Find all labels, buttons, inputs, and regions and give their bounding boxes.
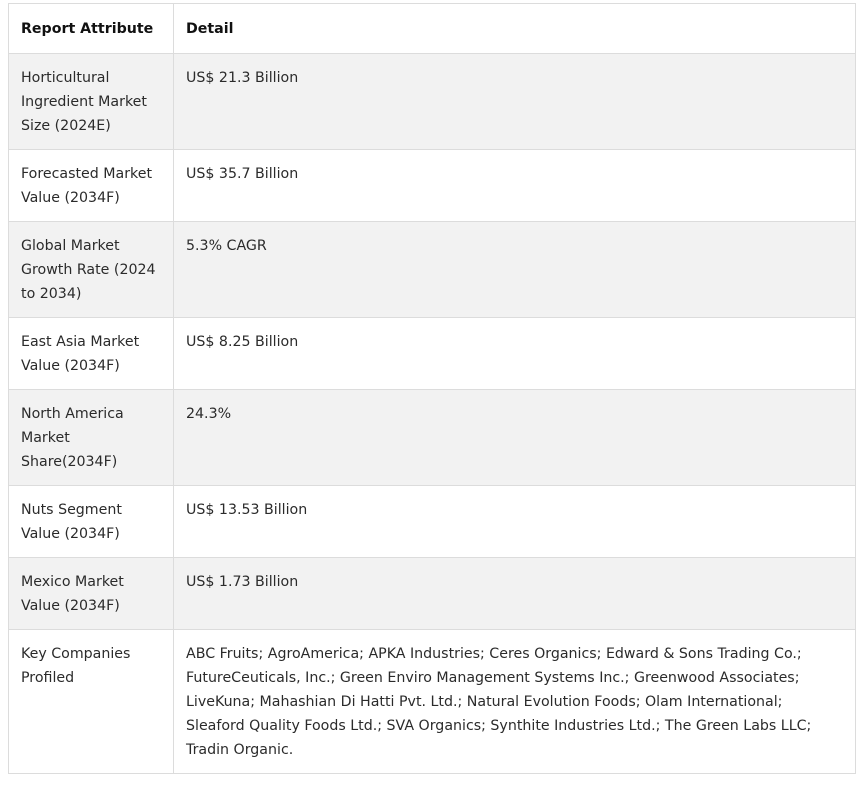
detail-cell: US$ 21.3 Billion bbox=[174, 54, 856, 150]
column-header-attribute: Report Attribute bbox=[9, 4, 174, 54]
attribute-cell: Horticultural Ingredient Market Size (2024E) bbox=[9, 54, 174, 150]
detail-cell: US$ 35.7 Billion bbox=[174, 150, 856, 222]
detail-cell: US$ 8.25 Billion bbox=[174, 318, 856, 390]
attribute-cell: Key Companies Profiled bbox=[9, 630, 174, 774]
report-attributes-table bbox=[8, 3, 856, 774]
attribute-cell: Forecasted Market Value (2034F) bbox=[9, 150, 174, 222]
attribute-cell: Nuts Segment Value (2034F) bbox=[9, 486, 174, 558]
table-row bbox=[9, 486, 856, 558]
table-row bbox=[9, 630, 856, 774]
table-row bbox=[9, 150, 856, 222]
detail-cell: US$ 1.73 Billion bbox=[174, 558, 856, 630]
table-row bbox=[9, 558, 856, 630]
detail-cell: US$ 13.53 Billion bbox=[174, 486, 856, 558]
attribute-cell: East Asia Market Value (2034F) bbox=[9, 318, 174, 390]
detail-cell: 24.3% bbox=[174, 390, 856, 486]
attribute-cell: Mexico Market Value (2034F) bbox=[9, 558, 174, 630]
detail-cell: ABC Fruits; AgroAmerica; APKA Industries; Ceres Organics; Edward & Sons Trading Co.; FutureCeuticals, Inc.; Green Enviro Management Systems Inc.; Greenwood Associates; LiveKuna; Mahashian Di Hatti Pvt. Ltd.; Natural Evolution Foods; Olam International; Sleaford Quality Foods Ltd.; SVA Organics; Synthite Industries Ltd.; The Green Labs LLC; Tradin Organic. bbox=[174, 630, 856, 774]
detail-cell: 5.3% CAGR bbox=[174, 222, 856, 318]
attribute-cell: Global Market Growth Rate (2024 to 2034) bbox=[9, 222, 174, 318]
column-header-detail: Detail bbox=[174, 4, 856, 54]
attribute-cell: North America Market Share(2034F) bbox=[9, 390, 174, 486]
report-table-container bbox=[8, 3, 855, 774]
table-row bbox=[9, 390, 856, 486]
table-row bbox=[9, 222, 856, 318]
table-header-row bbox=[9, 4, 856, 54]
table-row bbox=[9, 54, 856, 150]
table-row bbox=[9, 318, 856, 390]
